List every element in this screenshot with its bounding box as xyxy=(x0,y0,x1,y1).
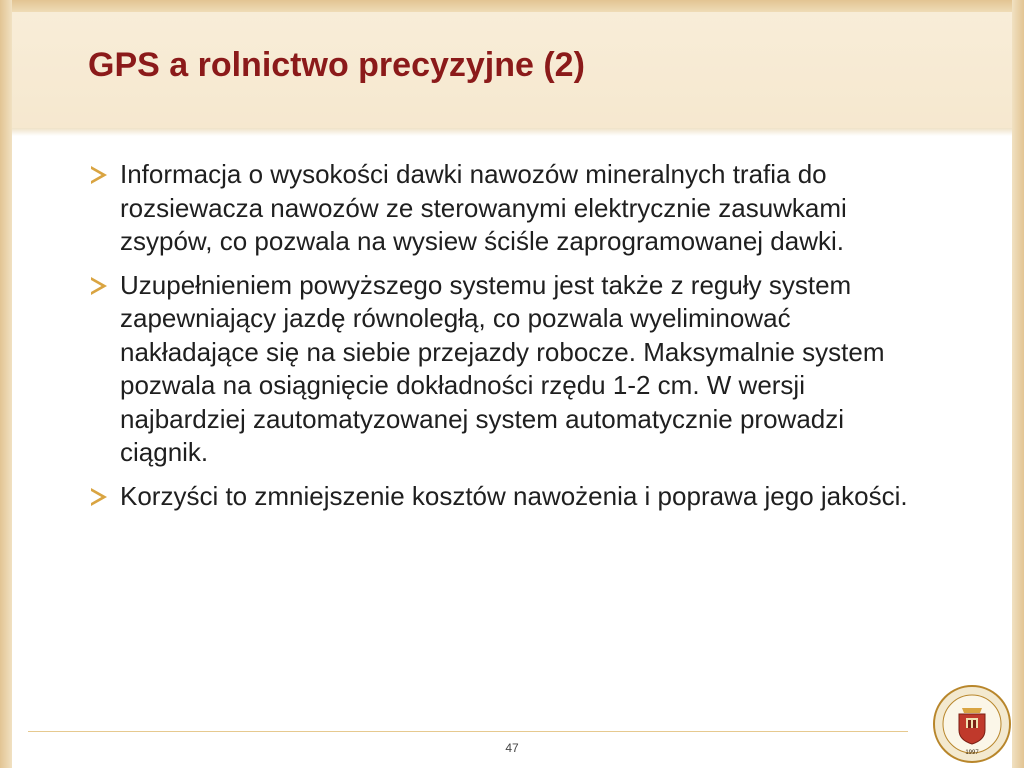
frame-right xyxy=(1012,0,1024,768)
header-shadow xyxy=(12,128,1012,136)
bullet-item xyxy=(86,158,936,259)
arrow-bullet-icon xyxy=(88,164,110,186)
bullet-list xyxy=(86,158,936,523)
university-seal-icon xyxy=(932,684,1012,764)
slide-title: GPS a rolnictwo precyzyjne (2) xyxy=(88,46,585,84)
seal-year: 1997 xyxy=(965,750,979,756)
bullet-text: Korzyści to zmniejszenie kosztów nawożenia i poprawa jego jakości. xyxy=(120,480,908,511)
footer-divider xyxy=(28,731,908,732)
bullet-text: Uzupełnieniem powyższego systemu jest także z reguły system zapewniający jazdę równoległą, co pozwala wyeliminować nakładające się na siebie przejazdy robocze. Maksymalnie system pozwala na osiągnięcie dokładności rzędu 1-2 cm. W wersji najbardziej zautomatyzowanej system automatycznie prowadzi ciągnik. xyxy=(120,269,885,467)
arrow-bullet-icon xyxy=(88,275,110,297)
frame-top xyxy=(0,0,1024,12)
arrow-bullet-icon xyxy=(88,486,110,508)
bullet-text: Informacja o wysokości dawki nawozów mineralnych trafia do rozsiewacza nawozów ze sterowanymi elektrycznie zasuwkami zsypów, co pozwala na wysiew ściśle zaprogramowanej dawki. xyxy=(120,159,847,256)
bullet-item xyxy=(86,480,936,514)
bullet-item xyxy=(86,269,936,470)
frame-left xyxy=(0,0,12,768)
page-number: 47 xyxy=(505,741,519,755)
